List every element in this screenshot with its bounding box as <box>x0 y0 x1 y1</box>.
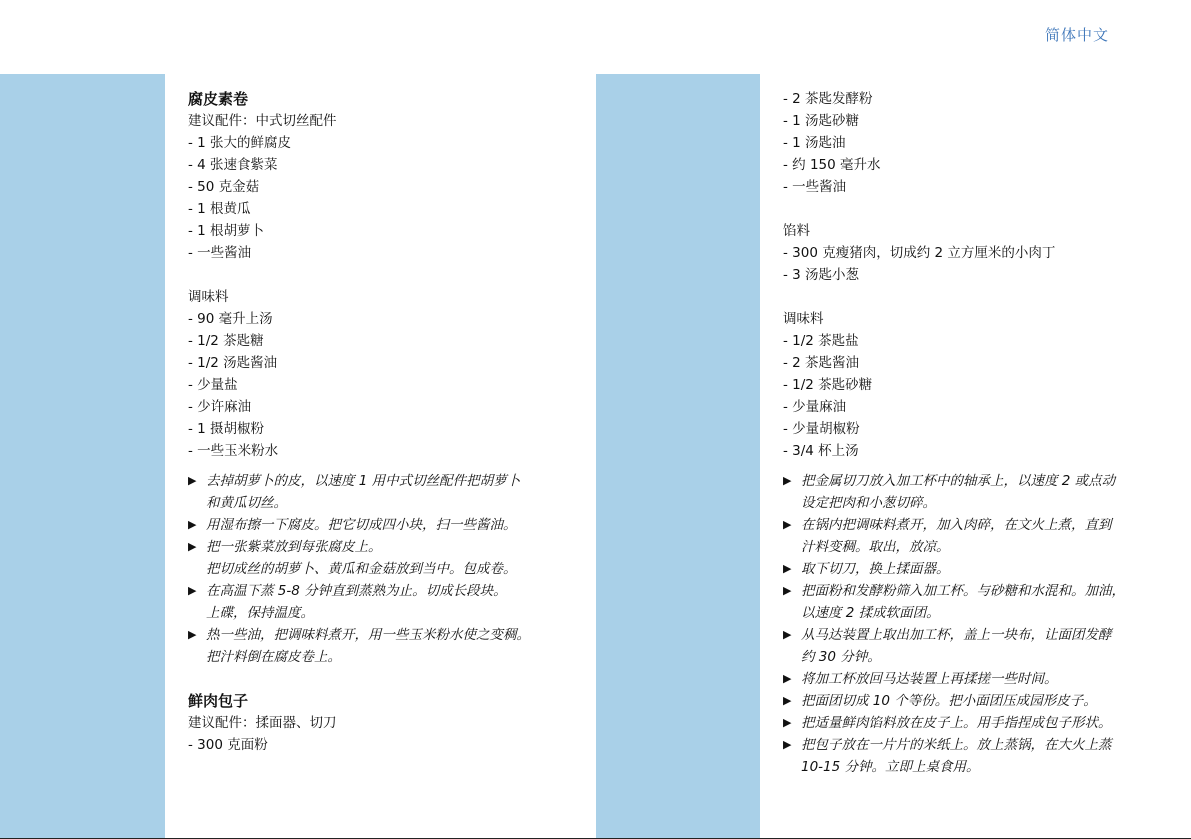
step-item: ▶ 把面粉和发酵粉筛入加工杯。与砂糖和水混和。加油， 以速度 2 揉成软面团。 <box>783 580 1173 624</box>
triangle-bullet-icon: ▶ <box>783 716 792 729</box>
right-margin-band <box>596 74 760 839</box>
ingredient-item: - 2 茶匙发酵粉 <box>783 91 873 107</box>
right-column <box>783 88 1173 778</box>
ingredient-item: - 约 150 毫升水 <box>783 157 881 173</box>
step-item: ▶ 在锅内把调味料煮开，加入肉碎，在文火上煮，直到 汁料变稠。取出，放凉。 <box>783 514 1173 558</box>
triangle-bullet-icon: ▶ <box>188 540 197 553</box>
seasoning-item: - 少量麻油 <box>783 399 847 415</box>
triangle-bullet-icon: ▶ <box>783 562 792 575</box>
ingredient-item: - 1 根黄瓜 <box>188 201 251 217</box>
triangle-bullet-icon: ▶ <box>783 628 792 641</box>
ingredient-item: - 1 根胡萝卜 <box>188 223 265 239</box>
seasoning-heading: 调味料 <box>188 289 229 305</box>
step-item: ▶ 把适量鲜肉馅料放在皮子上。用手指捏成包子形状。 <box>783 712 1173 734</box>
recipe-title: 腐皮素卷 <box>188 90 249 108</box>
ingredient-item: - 1 汤匙砂糖 <box>783 113 860 129</box>
seasoning-item: - 1/2 茶匙盐 <box>783 333 859 349</box>
filling-item: - 3 汤匙小葱 <box>783 267 860 283</box>
ingredient-item: - 1 张大的鲜腐皮 <box>188 135 292 151</box>
recipe-title: 鲜肉包子 <box>188 692 249 710</box>
left-column <box>188 88 583 756</box>
step-item: ▶ 去掉胡萝卜的皮，以速度 1 用中式切丝配件把胡萝卜 和黄瓜切丝。 <box>188 470 583 514</box>
triangle-bullet-icon: ▶ <box>188 518 197 531</box>
filling-heading: 馅料 <box>783 223 810 239</box>
triangle-bullet-icon: ▶ <box>783 474 792 487</box>
step-item: ▶ 将加工杯放回马达装置上再揉搓一些时间。 <box>783 668 1173 690</box>
seasoning-item: - 少量盐 <box>188 377 238 393</box>
seasoning-item: - 1/2 茶匙糖 <box>188 333 264 349</box>
triangle-bullet-icon: ▶ <box>783 672 792 685</box>
step-item: ▶ 把包子放在一片片的米纸上。放上蒸锅，在大火上蒸 10-15 分钟。立即上桌食用。 <box>783 734 1173 778</box>
ingredient-item: - 一些酱油 <box>783 179 847 195</box>
ingredient-item: - 1 汤匙油 <box>783 135 846 151</box>
triangle-bullet-icon: ▶ <box>783 694 792 707</box>
triangle-bullet-icon: ▶ <box>783 738 792 751</box>
step-item: ▶ 用湿布擦一下腐皮。把它切成四小块，扫一些酱油。 <box>188 514 583 536</box>
seasoning-item: - 少许麻油 <box>188 399 252 415</box>
seasoning-item: - 3/4 杯上汤 <box>783 443 859 459</box>
step-item: ▶ 在高温下蒸 5-8 分钟直到蒸熟为止。切成长段块。 上碟，保持温度。 <box>188 580 583 624</box>
left-margin-band <box>0 74 165 839</box>
triangle-bullet-icon: ▶ <box>188 474 197 487</box>
ingredient-item: - 50 克金菇 <box>188 179 260 195</box>
step-item: ▶ 从马达装置上取出加工杯，盖上一块布，让面团发酵 约 30 分钟。 <box>783 624 1173 668</box>
step-item: ▶ 热一些油，把调味料煮开，用一些玉米粉水使之变稠。 把汁料倒在腐皮卷上。 <box>188 624 583 668</box>
triangle-bullet-icon: ▶ <box>188 584 197 597</box>
seasoning-heading: 调味料 <box>783 311 824 327</box>
seasoning-item: - 一些玉米粉水 <box>188 443 279 459</box>
step-list <box>783 470 1173 778</box>
triangle-bullet-icon: ▶ <box>188 628 197 641</box>
recipe-accessory: 建议配件：揉面器、切刀 <box>188 715 337 731</box>
ingredient-item: - 4 张速食紫菜 <box>188 157 278 173</box>
ingredient-item: - 一些酱油 <box>188 245 252 261</box>
step-item: ▶ 把面团切成 10 个等份。把小面团压成园形皮子。 <box>783 690 1173 712</box>
seasoning-item: - 2 茶匙酱油 <box>783 355 860 371</box>
seasoning-item: - 少量胡椒粉 <box>783 421 860 437</box>
filling-item: - 300 克瘦猪肉，切成约 2 立方厘米的小肉丁 <box>783 245 1056 261</box>
seasoning-item: - 1 摄胡椒粉 <box>188 421 265 437</box>
triangle-bullet-icon: ▶ <box>783 518 792 531</box>
step-list <box>188 470 583 668</box>
seasoning-item: - 1/2 汤匙酱油 <box>188 355 278 371</box>
recipe-accessory: 建议配件：中式切丝配件 <box>188 113 337 129</box>
triangle-bullet-icon: ▶ <box>783 584 792 597</box>
step-item: ▶ 取下切刀，换上揉面器。 <box>783 558 1173 580</box>
seasoning-item: - 90 毫升上汤 <box>188 311 273 327</box>
step-item: ▶ 把金属切刀放入加工杯中的轴承上，以速度 2 或点动 设定把肉和小葱切碎。 <box>783 470 1173 514</box>
step-item: ▶ 把一张紫菜放到每张腐皮上。 把切成丝的胡萝卜、黄瓜和金菇放到当中。包成卷。 <box>188 536 583 580</box>
seasoning-item: - 1/2 茶匙砂糖 <box>783 377 873 393</box>
ingredient-item: - 300 克面粉 <box>188 737 268 753</box>
language-label[interactable]: 简体中文 <box>1045 26 1110 44</box>
